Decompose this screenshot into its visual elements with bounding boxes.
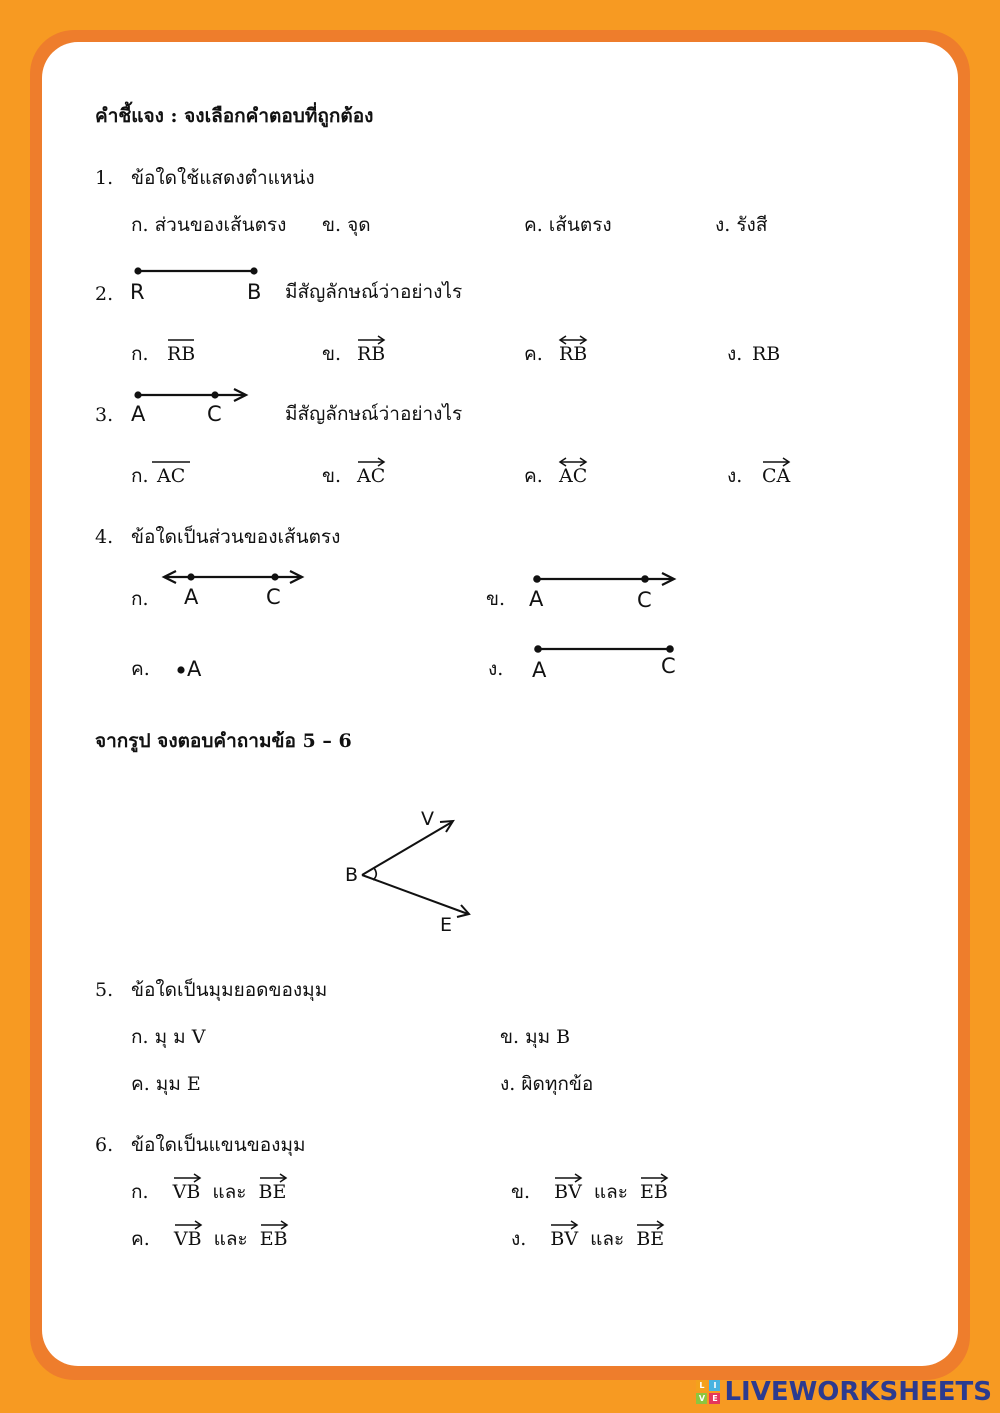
q4-c-label-a: A <box>187 657 202 681</box>
q3-choice-a-letter[interactable]: ก. <box>131 465 149 487</box>
q6-choice-a-connector: และ <box>212 1181 247 1203</box>
q1-choice-d[interactable]: ง. รังสี <box>715 214 768 236</box>
q4-d-label-c: C <box>661 654 676 678</box>
q2-choice-c-letter[interactable]: ค. <box>524 343 543 365</box>
q6-number: 6. <box>95 1134 114 1156</box>
angle-label-b: B <box>345 864 359 886</box>
q4-a-label-c: C <box>266 585 281 609</box>
q4-choice-a-letter[interactable]: ก. <box>131 588 149 610</box>
logo-tile-i: I <box>709 1380 720 1391</box>
symbol-ray-mark <box>173 1172 201 1184</box>
q4-choice-d-letter[interactable]: ง. <box>488 658 504 680</box>
q4-a-label-a: A <box>184 585 199 609</box>
q6-choice-d-letter: ง. <box>511 1228 527 1250</box>
q2-choice-c-symbol: RB <box>559 345 587 364</box>
q6-choice-c-first: VB <box>174 1230 202 1249</box>
q2-choice-b-letter[interactable]: ข. <box>322 343 342 365</box>
angle-label-v: V <box>421 808 434 830</box>
liveworksheets-logo-icon <box>696 1380 720 1404</box>
q3-label-a: A <box>131 402 146 426</box>
q3-choice-b-letter[interactable]: ข. <box>322 465 342 487</box>
q3-number: 3. <box>95 404 114 426</box>
q2-text: มีสัญลักษณ์ว่าอย่างไร <box>285 281 463 303</box>
q6-choice-b-connector: และ <box>593 1181 628 1203</box>
q4-text: ข้อใดเป็นส่วนของเส้นตรง <box>131 526 341 548</box>
q3-choice-d-symbol: CA <box>762 467 790 486</box>
section-heading: จากรูป จงตอบคำถามข้อ 5 – 6 <box>95 730 352 752</box>
q3-label-c: C <box>207 402 222 426</box>
symbol-ray-mark <box>640 1172 668 1184</box>
q6-choice-b-first: BV <box>554 1183 582 1202</box>
q6-choice-b-second: EB <box>640 1183 668 1202</box>
instructions-heading: คำชี้แจง : จงเลือกคำตอบที่ถูกต้อง <box>95 105 374 127</box>
q6-choice-c-letter: ค. <box>131 1228 150 1250</box>
q1-number: 1. <box>95 167 114 189</box>
q3-choice-c-symbol: AC <box>559 467 587 486</box>
q3-choice-c-letter[interactable]: ค. <box>524 465 543 487</box>
q5-choice-a[interactable]: ก. มุ ม V <box>131 1026 206 1048</box>
logo-tile-e: E <box>709 1393 720 1404</box>
q2-choice-a-symbol: RB <box>167 345 195 364</box>
q2-label-b: B <box>247 280 262 304</box>
q4-d-label-a: A <box>532 658 547 682</box>
q6-choice-a[interactable] <box>131 1183 286 1202</box>
symbol-ray-mark <box>554 1172 582 1184</box>
q3-choice-b-symbol: AC <box>357 467 385 486</box>
logo-tile-v: V <box>696 1393 707 1404</box>
symbol-ray-mark <box>259 1172 287 1184</box>
q2-choice-b-symbol: RB <box>357 345 385 364</box>
q4-b-label-a: A <box>529 587 544 611</box>
q6-choice-c-connector: และ <box>213 1228 248 1250</box>
q6-choice-c[interactable] <box>131 1230 288 1249</box>
q4-choice-b-letter[interactable]: ข. <box>486 588 506 610</box>
q1-choice-b[interactable]: ข. จุด <box>322 214 371 236</box>
q5-choice-d[interactable]: ง. ผิดทุกข้อ <box>500 1073 594 1095</box>
q6-choice-a-letter: ก. <box>131 1181 149 1203</box>
symbol-ray-mark <box>550 1219 578 1231</box>
q5-choice-c[interactable]: ค. มุม E <box>131 1073 201 1095</box>
angle-label-e: E <box>440 914 453 936</box>
q1-text: ข้อใดใช้แสดงตำแหน่ง <box>131 167 315 189</box>
q2-choice-d-symbol: RB <box>752 343 781 365</box>
q6-choice-a-first: VB <box>173 1183 201 1202</box>
q5-number: 5. <box>95 979 114 1001</box>
liveworksheets-wordmark: LIVEWORKSHEETS <box>724 1377 992 1407</box>
q2-number: 2. <box>95 283 114 305</box>
q4-choice-c-letter[interactable]: ค. <box>131 658 150 680</box>
q6-choice-b-letter: ข. <box>511 1181 531 1203</box>
logo-tile-l: L <box>696 1380 707 1391</box>
q3-text: มีสัญลักษณ์ว่าอย่างไร <box>285 403 463 425</box>
q1-choice-c[interactable]: ค. เส้นตรง <box>524 214 612 236</box>
liveworksheets-watermark[interactable] <box>696 1377 992 1407</box>
q4-b-label-c: C <box>637 588 652 612</box>
q6-choice-d[interactable] <box>511 1230 664 1249</box>
q6-choice-d-second: BE <box>636 1230 664 1249</box>
q5-text: ข้อใดเป็นมุมยอดของมุม <box>131 979 328 1001</box>
q3-choice-d-letter[interactable]: ง. <box>727 465 743 487</box>
q6-text: ข้อใดเป็นแขนของมุม <box>131 1134 306 1156</box>
symbol-ray-mark <box>260 1219 288 1231</box>
q2-label-r: R <box>130 280 145 304</box>
symbol-ray-mark <box>636 1219 664 1231</box>
q6-choice-a-second: BE <box>259 1183 287 1202</box>
q6-choice-d-first: BV <box>550 1230 578 1249</box>
q2-choice-a-letter[interactable]: ก. <box>131 343 149 365</box>
q1-choice-a[interactable]: ก. ส่วนของเส้นตรง <box>131 214 287 236</box>
q2-choice-d-letter[interactable]: ง. <box>727 343 743 365</box>
q4-number: 4. <box>95 526 114 548</box>
q5-choice-b[interactable]: ข. มุม B <box>500 1026 571 1048</box>
q6-choice-d-connector: และ <box>590 1228 625 1250</box>
q3-choice-a-symbol: AC <box>157 467 185 486</box>
q6-choice-c-second: EB <box>260 1230 288 1249</box>
q6-choice-b[interactable] <box>511 1183 668 1202</box>
symbol-ray-mark <box>174 1219 202 1231</box>
